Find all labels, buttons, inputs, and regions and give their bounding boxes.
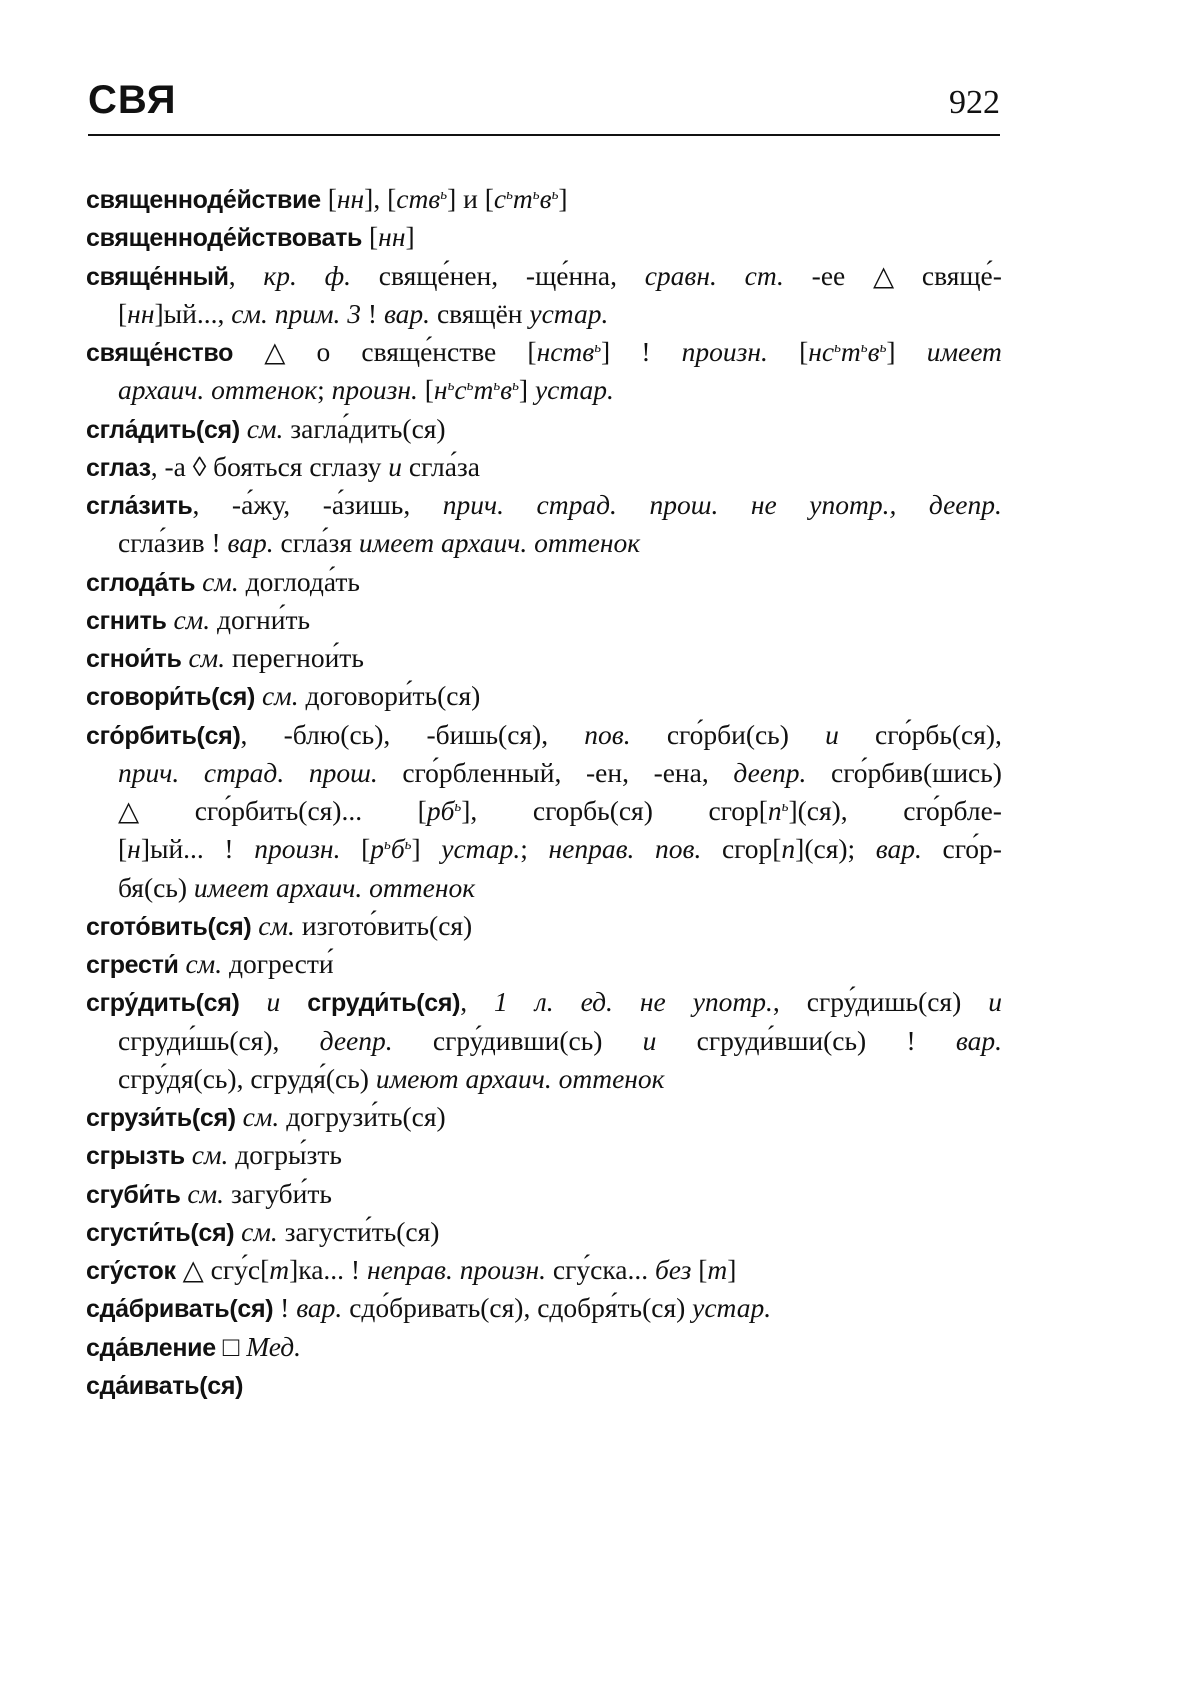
entry-text: -блю(сь),	[283, 718, 391, 750]
entry-text: изгото́вить(ся)	[294, 909, 473, 941]
entry-text: перегнои́ть	[225, 642, 364, 673]
entry-text: ,	[228, 259, 236, 291]
label-italic: прич.	[442, 489, 505, 520]
label-italic: прич.	[118, 756, 180, 788]
entry-text: сгруди́вши(сь)	[696, 1024, 867, 1056]
entry-text: ]	[558, 183, 568, 214]
label-italic: см.	[261, 680, 299, 712]
softness-mark: ь	[454, 799, 462, 815]
label-italic: см.	[246, 412, 284, 444]
label-italic: см.	[202, 565, 239, 597]
label-italic: устар.	[534, 374, 614, 406]
label-italic: с	[454, 374, 467, 406]
entry-line	[86, 1098, 1002, 1136]
entry-text: ]	[518, 374, 535, 406]
label-italic: страд.	[203, 756, 285, 788]
label-italic: в	[539, 183, 552, 214]
entry-text: [	[417, 795, 427, 826]
softness-mark: ь	[506, 187, 513, 203]
entry-text: сго́рбле-	[903, 795, 1002, 826]
label-italic: в	[500, 374, 513, 406]
softness-mark: ь	[512, 378, 519, 395]
label-italic: и	[266, 986, 281, 1018]
entry-text: [	[799, 336, 809, 367]
label-italic: см.	[242, 1101, 280, 1132]
headword: сглода́ть	[86, 568, 196, 597]
entry-line	[86, 1366, 1002, 1404]
entry-continuation-line	[86, 295, 1002, 333]
entry-continuation-line	[86, 524, 1002, 562]
label-italic: нн	[336, 183, 365, 214]
label-italic: употр.,	[809, 489, 897, 520]
entry-text: ],	[461, 795, 478, 826]
label-italic: см. прим. 3	[231, 297, 362, 329]
entry-text	[236, 1101, 243, 1132]
headword: сгрызть	[86, 1142, 185, 1171]
softness-mark: ь	[493, 378, 501, 395]
entry-text: сго́рбленный,	[402, 756, 562, 788]
label-italic: ств	[396, 183, 441, 214]
label-italic: кр.	[263, 259, 297, 291]
entry-continuation-line	[86, 1060, 1002, 1098]
label-italic: н	[127, 833, 141, 865]
headword: сгла́зить	[86, 492, 193, 520]
entry-text: догни́ть	[210, 603, 311, 635]
entry-text: загусти́ть(ся)	[277, 1215, 440, 1247]
label-italic: т	[269, 1254, 290, 1285]
label-italic: деепр.	[733, 756, 807, 788]
label-italic: не	[750, 489, 777, 520]
label-italic: имеет	[926, 336, 1002, 367]
entry-line	[86, 180, 1002, 218]
entry-text	[185, 1139, 192, 1170]
headword: сда́ивать(ся)	[86, 1371, 244, 1400]
entry-text: !	[273, 1292, 297, 1324]
entry-line	[86, 1289, 1002, 1327]
entry-line	[86, 1175, 1002, 1213]
label-italic: т	[707, 1254, 728, 1285]
entry-text: !	[906, 1024, 916, 1056]
label-italic: 1	[494, 986, 508, 1018]
entry-text: △ сгу́с[	[175, 1254, 270, 1285]
label-italic: вар.	[955, 1024, 1002, 1056]
softness-mark: ь	[532, 187, 540, 203]
softness-mark: ь	[834, 340, 841, 356]
headword: сгусти́ть(ся)	[86, 1218, 235, 1247]
entry-line	[86, 486, 1002, 524]
entry-text	[255, 680, 262, 711]
label-italic: имеет архаич. оттенок	[358, 527, 641, 559]
entry-text: сгру́дивши(сь)	[432, 1024, 603, 1056]
entry-continuation-line	[86, 1022, 1002, 1060]
label-italic: и	[988, 986, 1002, 1018]
running-head: СВЯ	[88, 78, 177, 122]
entry-text: -ена,	[653, 756, 709, 788]
entry-text: ,	[772, 986, 780, 1018]
entry-text: -а́зишь,	[322, 489, 411, 520]
label-italic: ст.	[744, 259, 784, 291]
headword: свяще́нство	[86, 339, 234, 367]
label-italic: имеют архаич. оттенок	[375, 1062, 665, 1094]
headword: сгнить	[86, 606, 167, 635]
entry-text: сго́р-	[942, 833, 1002, 865]
entry-text: загуби́ть	[224, 1177, 332, 1209]
entry-line	[86, 257, 1002, 295]
label-italic: не	[639, 986, 666, 1018]
entry-text: !	[361, 297, 384, 329]
headword: сда́бривать(ся)	[86, 1295, 274, 1324]
label-italic: прош.	[649, 489, 719, 520]
entry-text: сдо́бривать(ся), сдобря́ть(ся)	[342, 1292, 693, 1324]
entry-text: бя(сь)	[118, 871, 194, 903]
label-italic: п	[781, 833, 796, 865]
label-italic: т	[512, 183, 533, 214]
entry-text: сгор[	[708, 795, 768, 826]
headword: сглаз	[86, 453, 151, 482]
label-italic: н	[433, 374, 448, 406]
label-italic: вар.	[383, 297, 431, 329]
headword: сгрузи́ть(ся)	[86, 1104, 236, 1132]
label-italic: без	[654, 1254, 692, 1285]
entry-text: загла́дить(ся)	[283, 412, 446, 444]
entry-text: -ще́нна,	[525, 259, 617, 291]
label-italic: вар.	[296, 1292, 343, 1324]
entry-text: [	[320, 183, 337, 214]
label-italic: употр.	[692, 986, 773, 1018]
label-italic: произн.	[254, 833, 341, 865]
entry-text: договори́ть(ся)	[298, 680, 481, 712]
label-italic: нс	[808, 336, 835, 367]
entry-text: ] и [	[447, 183, 494, 214]
entry-text: о	[316, 336, 331, 367]
entry-text: сгла́зя	[273, 527, 359, 559]
headword: сгру́дить(ся)	[86, 989, 240, 1018]
entry-text: догрузи́ть(ся)	[279, 1101, 446, 1132]
softness-mark: ь	[860, 340, 868, 356]
label-italic: произн.	[681, 336, 768, 367]
label-italic: см.	[258, 909, 295, 941]
entry-line	[86, 639, 1002, 677]
entry-line	[86, 601, 1002, 639]
label-italic: ед.	[580, 986, 613, 1018]
softness-mark: ь	[404, 837, 412, 854]
entry-text: свяще́-	[921, 259, 1002, 291]
header-rule	[88, 134, 1000, 136]
label-italic: Мед.	[246, 1330, 302, 1362]
entry-line	[86, 1328, 1002, 1366]
entry-text: ], [	[364, 183, 397, 214]
entry-line	[86, 1213, 1002, 1251]
headword: священноде́йствовать	[86, 224, 363, 253]
softness-mark: ь	[781, 799, 789, 815]
entry-continuation-line	[86, 371, 1002, 409]
entry-line	[86, 677, 1002, 715]
softness-mark: ь	[879, 340, 887, 356]
entry-text: [	[361, 833, 371, 865]
entry-line	[86, 945, 1002, 983]
entry-text: [	[417, 374, 434, 406]
label-italic: л.	[534, 986, 554, 1018]
entry-continuation-line	[86, 754, 1002, 792]
entry-text: [	[118, 297, 128, 329]
label-italic: устар.	[529, 297, 609, 329]
entry-text: сгла́зив !	[118, 527, 228, 559]
entry-text: [	[118, 833, 128, 865]
softness-mark: ь	[551, 187, 559, 203]
entry-text: [	[527, 336, 537, 367]
label-italic: деепр.	[928, 489, 1002, 520]
entry-text: сго́рбить(ся)...	[194, 795, 363, 826]
label-italic: прош.	[308, 756, 378, 788]
label-italic: деепр.	[319, 1024, 393, 1056]
entry-text: сгруди́шь(ся),	[118, 1024, 280, 1056]
label-italic: рб	[426, 795, 455, 826]
label-italic: нн	[127, 297, 155, 329]
entry-text: ,	[240, 718, 248, 750]
label-italic: устар.	[692, 1292, 772, 1324]
headword: свяще́нный	[86, 262, 229, 291]
entry-text: -бишь(ся),	[426, 718, 549, 750]
entry-text: сго́рби(сь)	[666, 718, 789, 750]
label-italic: и	[388, 450, 403, 482]
entry-text: сго́рбь(ся),	[875, 718, 1002, 750]
softness-mark: ь	[447, 378, 455, 395]
entry-text: -а́жу,	[231, 489, 291, 520]
entry-text: свяще́нстве	[361, 336, 497, 367]
softness-mark: ь	[466, 378, 474, 395]
entry-text: ]	[727, 1254, 737, 1285]
dictionary-entries	[86, 180, 1002, 1404]
entry-text: сгор[	[721, 833, 782, 865]
headword: сгнои́ть	[86, 645, 182, 673]
entry-text: [	[691, 1254, 708, 1285]
entry-continuation-line	[86, 792, 1002, 830]
entry-text: -ее	[811, 259, 846, 291]
entry-text: ,	[192, 489, 200, 520]
label-italic: пов.	[584, 718, 631, 750]
label-italic: пов.	[655, 833, 702, 865]
label-italic: б	[390, 833, 405, 865]
label-italic: п	[767, 795, 782, 826]
entry-text: △	[873, 259, 895, 291]
headword: сгруди́ть(ся)	[307, 989, 461, 1018]
entry-line	[86, 218, 1002, 256]
entry-text: ](ся);	[795, 833, 856, 865]
entry-text: догры́зть	[228, 1139, 342, 1171]
label-italic: неправ.	[548, 833, 635, 865]
entry-text: сгорбь(ся)	[532, 795, 653, 826]
entry-text: ]	[886, 336, 896, 367]
entry-line	[86, 716, 1002, 754]
label-italic: см.	[185, 948, 223, 979]
entry-text: , -а ◊ бояться сглазу	[150, 450, 389, 482]
headword: священноде́йствие	[86, 186, 321, 214]
entry-text: -ен,	[585, 756, 629, 788]
entry-text: ,	[460, 986, 468, 1018]
entry-line	[86, 1251, 1002, 1289]
label-italic: устар.	[441, 833, 521, 865]
entry-text: ]	[405, 221, 415, 253]
label-italic: и	[825, 718, 839, 750]
headword: сгла́дить(ся)	[86, 415, 240, 444]
entry-line	[86, 448, 1002, 486]
entry-text: □	[215, 1330, 247, 1362]
entry-line	[86, 410, 1002, 448]
entry-text: свящён	[430, 297, 530, 329]
label-italic: вар.	[227, 527, 274, 559]
entry-line	[86, 563, 1002, 601]
entry-text: ]	[601, 336, 611, 367]
entry-text: ]ый...,	[154, 297, 232, 329]
label-italic: и	[642, 1024, 657, 1056]
label-italic: см.	[188, 642, 226, 673]
label-italic: р	[370, 833, 384, 865]
entry-text: догрести́	[222, 948, 334, 979]
label-italic: архаич. оттенок	[118, 374, 318, 406]
entry-continuation-line	[86, 869, 1002, 907]
label-italic: см.	[187, 1177, 225, 1209]
headword: сгуби́ть	[86, 1180, 181, 1209]
entry-line	[86, 333, 1002, 371]
label-italic: вар.	[875, 833, 922, 865]
label-italic: нств	[536, 336, 595, 367]
label-italic: сравн.	[644, 259, 717, 291]
entry-text: ](ся),	[788, 795, 848, 826]
label-italic: произн.	[331, 374, 418, 406]
entry-text	[240, 413, 247, 444]
entry-text: сгру́дя(сь), сгрудя́(сь)	[118, 1062, 376, 1094]
entry-text: сго́рбив(шись)	[831, 756, 1002, 788]
headword: сгрести́	[86, 951, 179, 979]
entry-text: сгу́ска...	[546, 1254, 655, 1285]
softness-mark: ь	[594, 340, 602, 356]
label-italic: см.	[191, 1139, 229, 1171]
entry-text: сгла́за	[402, 450, 480, 482]
label-italic: нн	[378, 221, 406, 253]
entry-text: ]	[411, 833, 421, 865]
label-italic: см.	[241, 1215, 278, 1247]
entry-text: свяще́нен,	[378, 259, 499, 291]
label-italic: ф.	[324, 259, 352, 291]
entry-text: !	[641, 336, 651, 367]
entry-line	[86, 983, 1002, 1021]
entry-text: △	[264, 336, 286, 367]
page-number: 922	[949, 84, 1000, 121]
label-italic: т	[840, 336, 861, 367]
label-italic: см.	[173, 603, 211, 635]
label-italic: с	[493, 183, 507, 214]
headword: сго́рбить(ся)	[86, 721, 241, 750]
softness-mark: ь	[440, 187, 448, 203]
entry-text: ]ка... !	[289, 1254, 367, 1285]
entry-text: !	[224, 833, 234, 865]
label-italic: т	[473, 374, 494, 406]
softness-mark: ь	[383, 837, 391, 854]
label-italic: имеет архаич. оттенок	[193, 871, 476, 903]
entry-text: ]ый...	[140, 833, 204, 865]
entry-text: ;	[520, 833, 528, 865]
headword: сгото́вить(ся)	[86, 912, 252, 941]
entry-text: ;	[317, 374, 332, 406]
entry-text: доглода́ть	[238, 565, 360, 597]
label-italic: неправ. произн.	[366, 1254, 546, 1285]
entry-line	[86, 907, 1002, 945]
headword: сда́вление	[86, 1333, 216, 1362]
headword: сговори́ть(ся)	[86, 683, 256, 712]
entry-text: △	[118, 795, 140, 826]
entry-continuation-line	[86, 830, 1002, 868]
entry-text: сгру́дишь(ся)	[806, 986, 962, 1018]
headword: сгу́сток	[86, 1257, 176, 1285]
label-italic: страд.	[536, 489, 617, 520]
entry-line	[86, 1136, 1002, 1174]
entry-text: [	[362, 221, 379, 253]
label-italic: в	[867, 336, 880, 367]
